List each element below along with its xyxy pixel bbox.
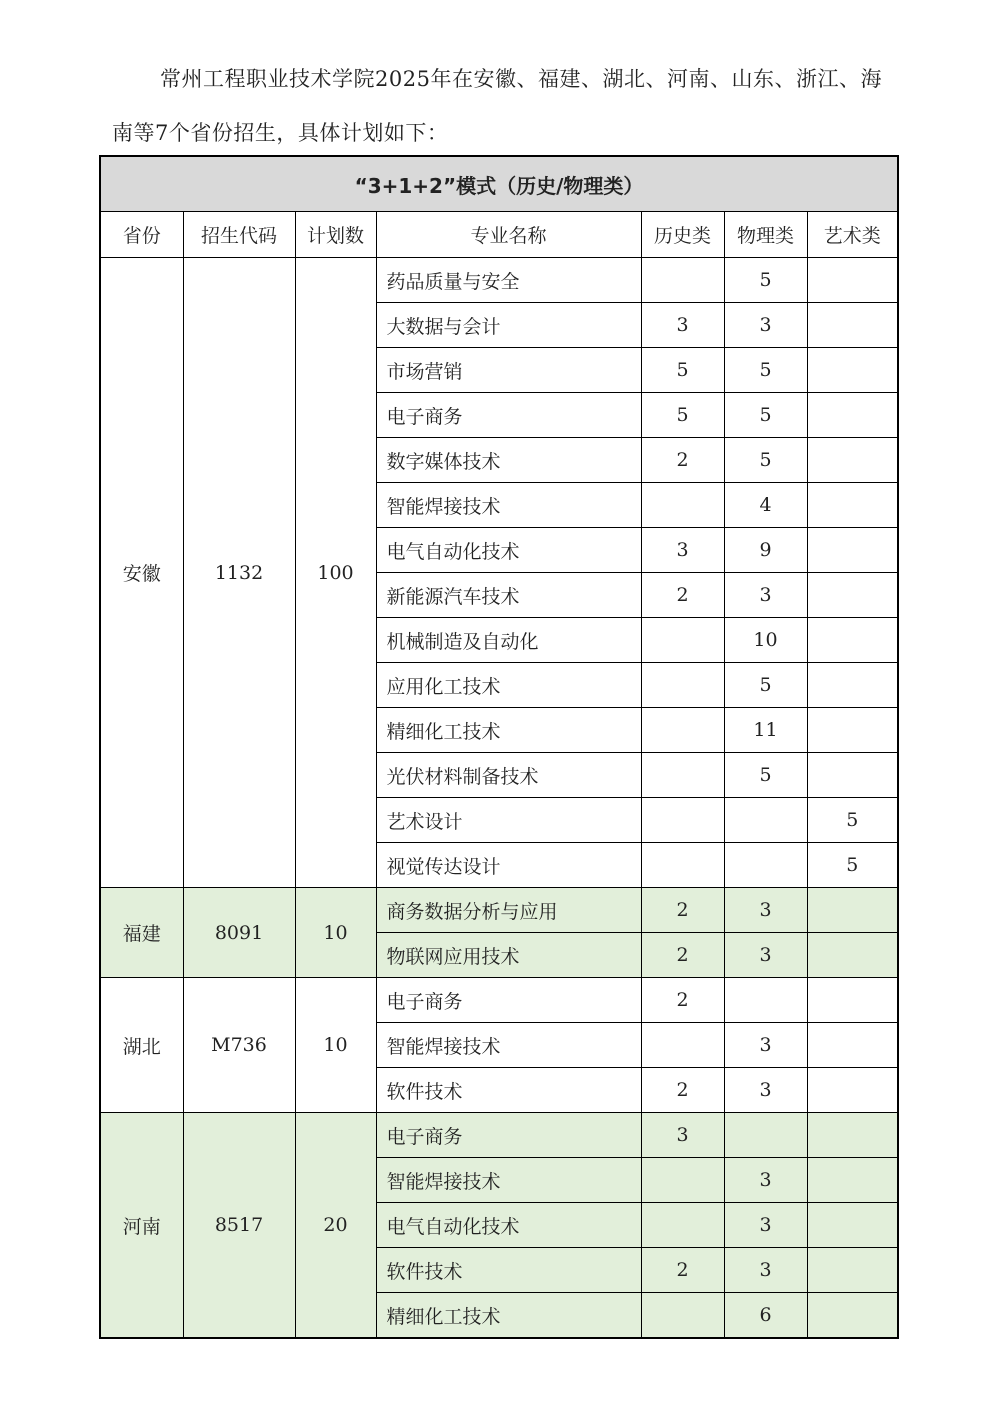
physics-cell <box>724 798 807 843</box>
province-cell: 河南 <box>100 1113 183 1339</box>
art-cell <box>807 753 898 798</box>
major-cell: 电气自动化技术 <box>376 1203 641 1248</box>
history-cell <box>641 483 724 528</box>
history-cell: 2 <box>641 573 724 618</box>
code-cell: M736 <box>183 978 295 1113</box>
history-cell <box>641 618 724 663</box>
art-cell <box>807 1023 898 1068</box>
art-cell <box>807 1203 898 1248</box>
physics-cell <box>724 843 807 888</box>
physics-cell: 5 <box>724 348 807 393</box>
art-cell <box>807 528 898 573</box>
major-cell: 精细化工技术 <box>376 1293 641 1339</box>
physics-cell: 5 <box>724 258 807 303</box>
art-cell <box>807 393 898 438</box>
intro-paragraph: 常州工程职业技术学院2025年在安徽、福建、湖北、河南、山东、浙江、海南等7个省份招生，具体计划如下： <box>112 67 882 145</box>
header-major: 专业名称 <box>376 212 641 258</box>
art-cell <box>807 258 898 303</box>
physics-cell: 3 <box>724 888 807 933</box>
art-cell <box>807 1293 898 1339</box>
history-cell <box>641 1158 724 1203</box>
major-cell: 应用化工技术 <box>376 663 641 708</box>
major-cell: 市场营销 <box>376 348 641 393</box>
art-cell <box>807 708 898 753</box>
history-cell <box>641 843 724 888</box>
table-row <box>100 888 898 933</box>
physics-cell: 9 <box>724 528 807 573</box>
physics-cell: 6 <box>724 1293 807 1339</box>
major-cell: 视觉传达设计 <box>376 843 641 888</box>
history-cell <box>641 1293 724 1339</box>
history-cell: 2 <box>641 888 724 933</box>
physics-cell: 5 <box>724 438 807 483</box>
major-cell: 大数据与会计 <box>376 303 641 348</box>
history-cell: 2 <box>641 978 724 1023</box>
history-cell: 2 <box>641 1068 724 1113</box>
physics-cell: 10 <box>724 618 807 663</box>
art-cell <box>807 483 898 528</box>
major-cell: 机械制造及自动化 <box>376 618 641 663</box>
physics-cell: 3 <box>724 1068 807 1113</box>
province-cell: 福建 <box>100 888 183 978</box>
plan-cell: 20 <box>295 1113 376 1339</box>
physics-cell: 11 <box>724 708 807 753</box>
history-cell: 3 <box>641 528 724 573</box>
art-cell <box>807 663 898 708</box>
physics-cell: 3 <box>724 1248 807 1293</box>
history-cell <box>641 1203 724 1248</box>
history-cell: 3 <box>641 1113 724 1158</box>
province-cell: 安徽 <box>100 258 183 888</box>
physics-cell: 3 <box>724 573 807 618</box>
art-cell <box>807 1068 898 1113</box>
header-history: 历史类 <box>641 212 724 258</box>
history-cell <box>641 258 724 303</box>
history-cell: 2 <box>641 438 724 483</box>
code-cell: 1132 <box>183 258 295 888</box>
table-title: “3+1+2”模式（历史/物理类） <box>100 156 898 212</box>
art-cell <box>807 1158 898 1203</box>
art-cell <box>807 573 898 618</box>
physics-cell: 5 <box>724 393 807 438</box>
major-cell: 电气自动化技术 <box>376 528 641 573</box>
history-cell: 3 <box>641 303 724 348</box>
art-cell <box>807 618 898 663</box>
major-cell: 电子商务 <box>376 978 641 1023</box>
physics-cell <box>724 1113 807 1158</box>
history-cell: 5 <box>641 348 724 393</box>
province-cell: 湖北 <box>100 978 183 1113</box>
physics-cell: 4 <box>724 483 807 528</box>
table-row <box>100 978 898 1023</box>
history-cell <box>641 753 724 798</box>
major-cell: 软件技术 <box>376 1068 641 1113</box>
major-cell: 智能焊接技术 <box>376 1023 641 1068</box>
art-cell <box>807 303 898 348</box>
history-cell <box>641 798 724 843</box>
major-cell: 电子商务 <box>376 393 641 438</box>
physics-cell: 3 <box>724 1203 807 1248</box>
history-cell <box>641 1023 724 1068</box>
physics-cell <box>724 978 807 1023</box>
art-cell: 5 <box>807 843 898 888</box>
major-cell: 电子商务 <box>376 1113 641 1158</box>
code-cell: 8517 <box>183 1113 295 1339</box>
art-cell <box>807 933 898 978</box>
physics-cell: 3 <box>724 1158 807 1203</box>
plan-cell: 100 <box>295 258 376 888</box>
code-cell: 8091 <box>183 888 295 978</box>
physics-cell: 3 <box>724 933 807 978</box>
header-physics: 物理类 <box>724 212 807 258</box>
header-plan: 计划数 <box>295 212 376 258</box>
history-cell <box>641 708 724 753</box>
table-row <box>100 258 898 303</box>
physics-cell: 3 <box>724 303 807 348</box>
art-cell <box>807 888 898 933</box>
art-cell: 5 <box>807 798 898 843</box>
major-cell: 物联网应用技术 <box>376 933 641 978</box>
header-code: 招生代码 <box>183 212 295 258</box>
history-cell: 2 <box>641 1248 724 1293</box>
table-row <box>100 1113 898 1158</box>
major-cell: 数字媒体技术 <box>376 438 641 483</box>
art-cell <box>807 978 898 1023</box>
art-cell <box>807 438 898 483</box>
major-cell: 智能焊接技术 <box>376 483 641 528</box>
plan-cell: 10 <box>295 888 376 978</box>
major-cell: 新能源汽车技术 <box>376 573 641 618</box>
history-cell: 2 <box>641 933 724 978</box>
history-cell <box>641 663 724 708</box>
major-cell: 智能焊接技术 <box>376 1158 641 1203</box>
art-cell <box>807 348 898 393</box>
major-cell: 软件技术 <box>376 1248 641 1293</box>
art-cell <box>807 1248 898 1293</box>
major-cell: 药品质量与安全 <box>376 258 641 303</box>
major-cell: 艺术设计 <box>376 798 641 843</box>
physics-cell: 5 <box>724 753 807 798</box>
art-cell <box>807 1113 898 1158</box>
major-cell: 精细化工技术 <box>376 708 641 753</box>
plan-cell: 10 <box>295 978 376 1113</box>
major-cell: 光伏材料制备技术 <box>376 753 641 798</box>
header-art: 艺术类 <box>807 212 898 258</box>
enrollment-plan-table <box>99 155 899 1339</box>
header-province: 省份 <box>100 212 183 258</box>
major-cell: 商务数据分析与应用 <box>376 888 641 933</box>
physics-cell: 3 <box>724 1023 807 1068</box>
physics-cell: 5 <box>724 663 807 708</box>
history-cell: 5 <box>641 393 724 438</box>
